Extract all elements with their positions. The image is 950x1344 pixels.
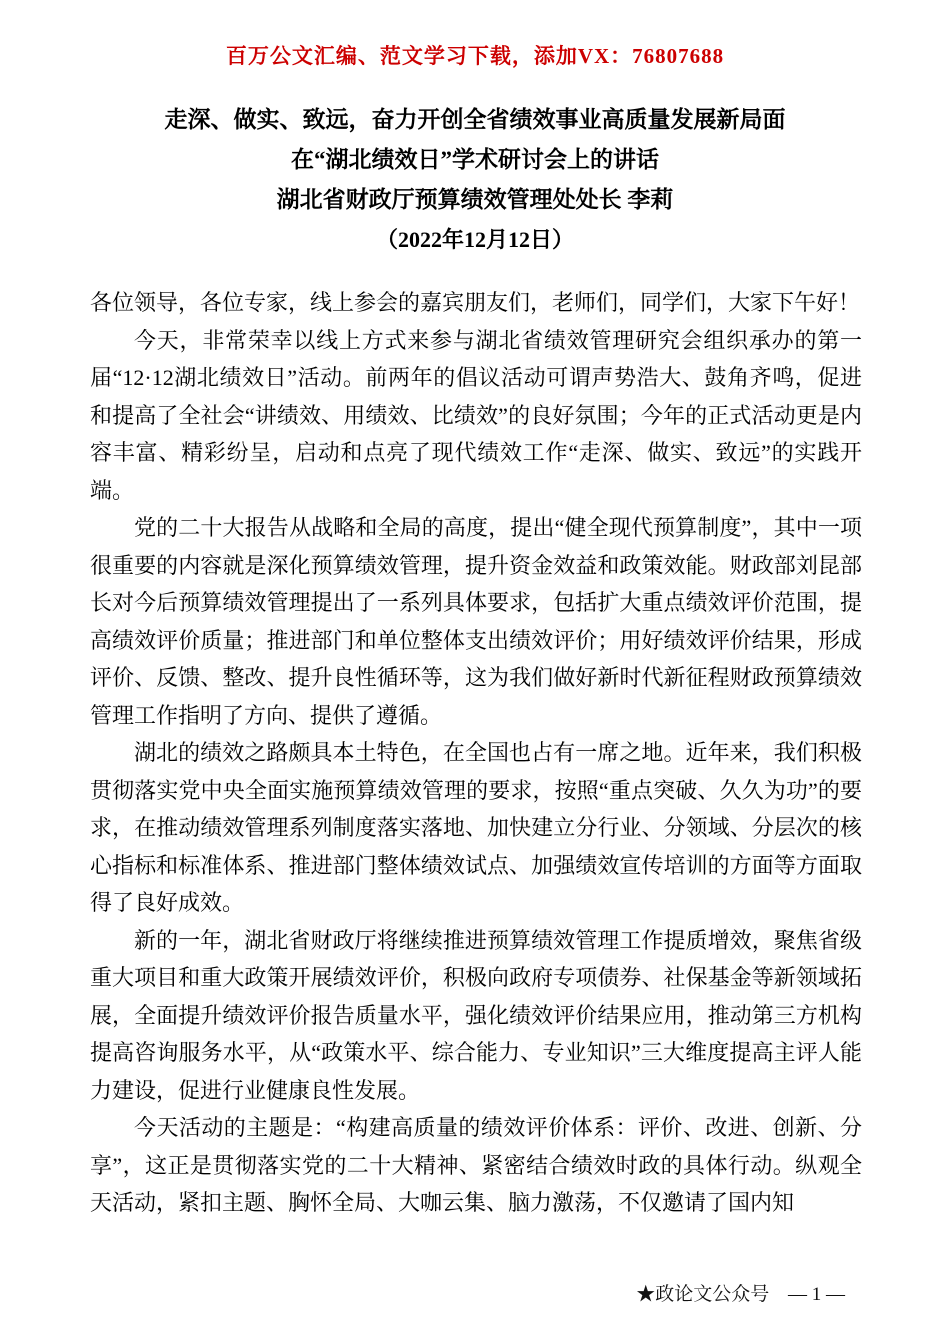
paragraph-hubei-path: 湖北的绩效之路颇具本土特色，在全国也占有一席之地。近年来，我们积极贯彻落实党中央全面实施预算绩效管理的要求，按照“重点突破、久久为功”的要求，在推动绩效管理系列制度落实落地、加快建立分行业、分领域、分层次的核心指标和标准体系、推进部门整体绩效试点、加强绩效宣传培训的方面等方面取得了良好成效。 [90,740,862,915]
document-title: 走深、做实、致远，奋力开创全省绩效事业高质量发展新局面 [164,107,786,132]
page-footer [636,1279,845,1306]
title-block [0,100,950,260]
footer-source: ★政论文公众号 [636,1284,770,1305]
paragraph-greeting: 各位领导，各位专家，线上参会的嘉宾朋友们，老师们，同学们，大家下午好！ [90,290,861,315]
paragraph-party-report: 党的二十大报告从战略和全局的高度，提出“健全现代预算制度”，其中一项很重要的内容就是深化预算绩效管理，提升资金效益和政策效能。财政部刘昆部长对今后预算绩效管理提出了一系列具体要求，包括扩大重点绩效评价范围，提高绩效评价质量；推进部门和单位整体支出绩效评价；用好绩效评价结果，形成评价、反馈、整改、提升良性循环等，这为我们做好新时代新征程财政预算绩效管理工作指明了方向、提供了遵循。 [90,515,862,728]
paragraph-new-year-plan: 新的一年，湖北省财政厅将继续推进预算绩效管理工作提质增效，聚焦省级重大项目和重大政策开展绩效评价，积极向政府专项债券、社保基金等新领域拓展，全面提升绩效评价报告质量水平，强化绩效评价结果应用，推动第三方机构提高咨询服务水平，从“政策水平、综合能力、专业知识”三大维度提高主评人能力建设，促进行业健康良性发展。 [90,927,862,1103]
document-subtitle: 在“湖北绩效日”学术研讨会上的讲话 [291,147,659,172]
paragraph-theme: 今天活动的主题是：“构建高质量的绩效评价体系：评价、改进、创新、分享”，这正是贯彻落实党的二十大精神、紧密结合绩效时政的具体行动。纵观全天活动，紧扣主题、胸怀全局、大咖云集、脑力激荡，不仅邀请了国内知 [90,1115,862,1215]
document-date: （2022年12月12日） [375,227,574,252]
page-number: — 1 — [788,1284,845,1305]
paragraph-intro: 今天，非常荣幸以线上方式来参与湖北省绩效管理研究会组织承办的第一届“12·12湖北绩效日”活动。前两年的倡议活动可谓声势浩大、鼓角齐鸣，促进和提高了全社会“讲绩效、用绩效、比绩效”的良好氛围；今年的正式活动更是内容丰富、精彩纷呈，启动和点亮了现代绩效工作“走深、做实、致远”的实践开端。 [90,327,862,503]
document-author: 湖北省财政厅预算绩效管理处处长 李莉 [276,187,674,212]
header-notice: 百万公文汇编、范文学习下载，添加VX：76807688 [225,44,725,68]
document-body [90,284,862,1222]
